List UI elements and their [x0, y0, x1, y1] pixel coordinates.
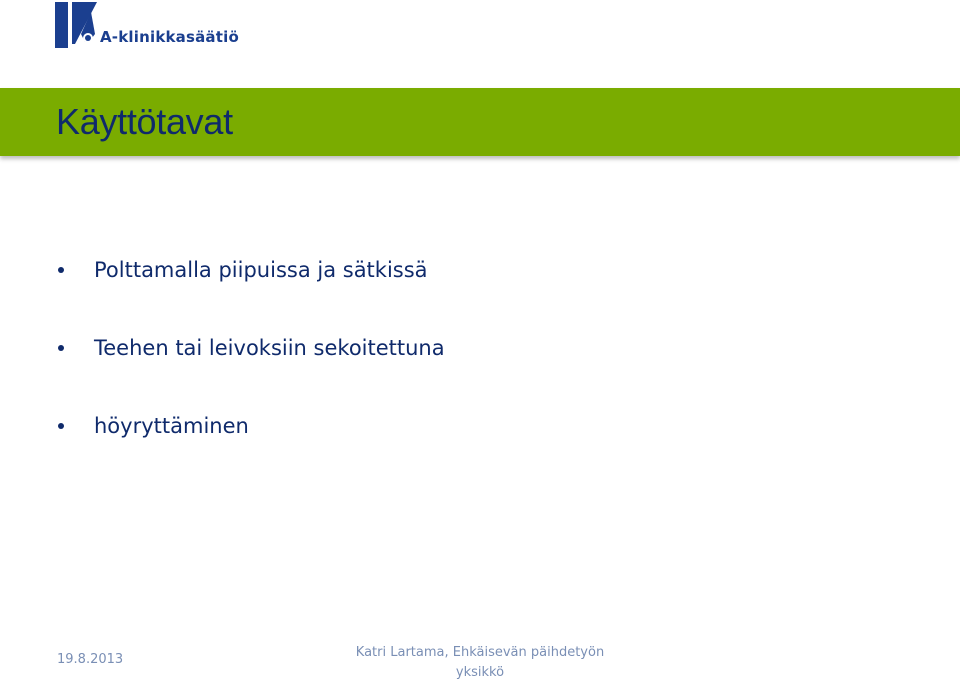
slide-title: Käyttötavat: [56, 101, 233, 142]
bullet-dot-icon: [58, 267, 64, 273]
footer-author-line-2: yksikkö: [455, 665, 505, 680]
bullet-item: [56, 413, 445, 439]
footer-author-line-1: Katri Lartama, Ehkäisevän päihdetyön: [355, 645, 605, 660]
bullet-item: [56, 257, 445, 283]
logo-text: A-klinikkasäätiö: [100, 28, 239, 46]
bullet-text: Teehen tai leivoksiin sekoitettuna: [94, 336, 445, 360]
a-klinikka-logo-mark-icon: [55, 2, 97, 48]
footer-author: [350, 643, 610, 683]
bullet-text: höyryttäminen: [94, 414, 249, 438]
bullet-dot-icon: [58, 423, 64, 429]
bullet-text: Polttamalla piipuissa ja sätkissä: [94, 258, 428, 282]
footer-date: 19.8.2013: [57, 652, 124, 667]
logo: [55, 0, 239, 48]
title-bar: [0, 88, 960, 156]
bullet-list: [56, 257, 445, 439]
bullet-dot-icon: [58, 345, 64, 351]
bullet-item: [56, 335, 445, 361]
